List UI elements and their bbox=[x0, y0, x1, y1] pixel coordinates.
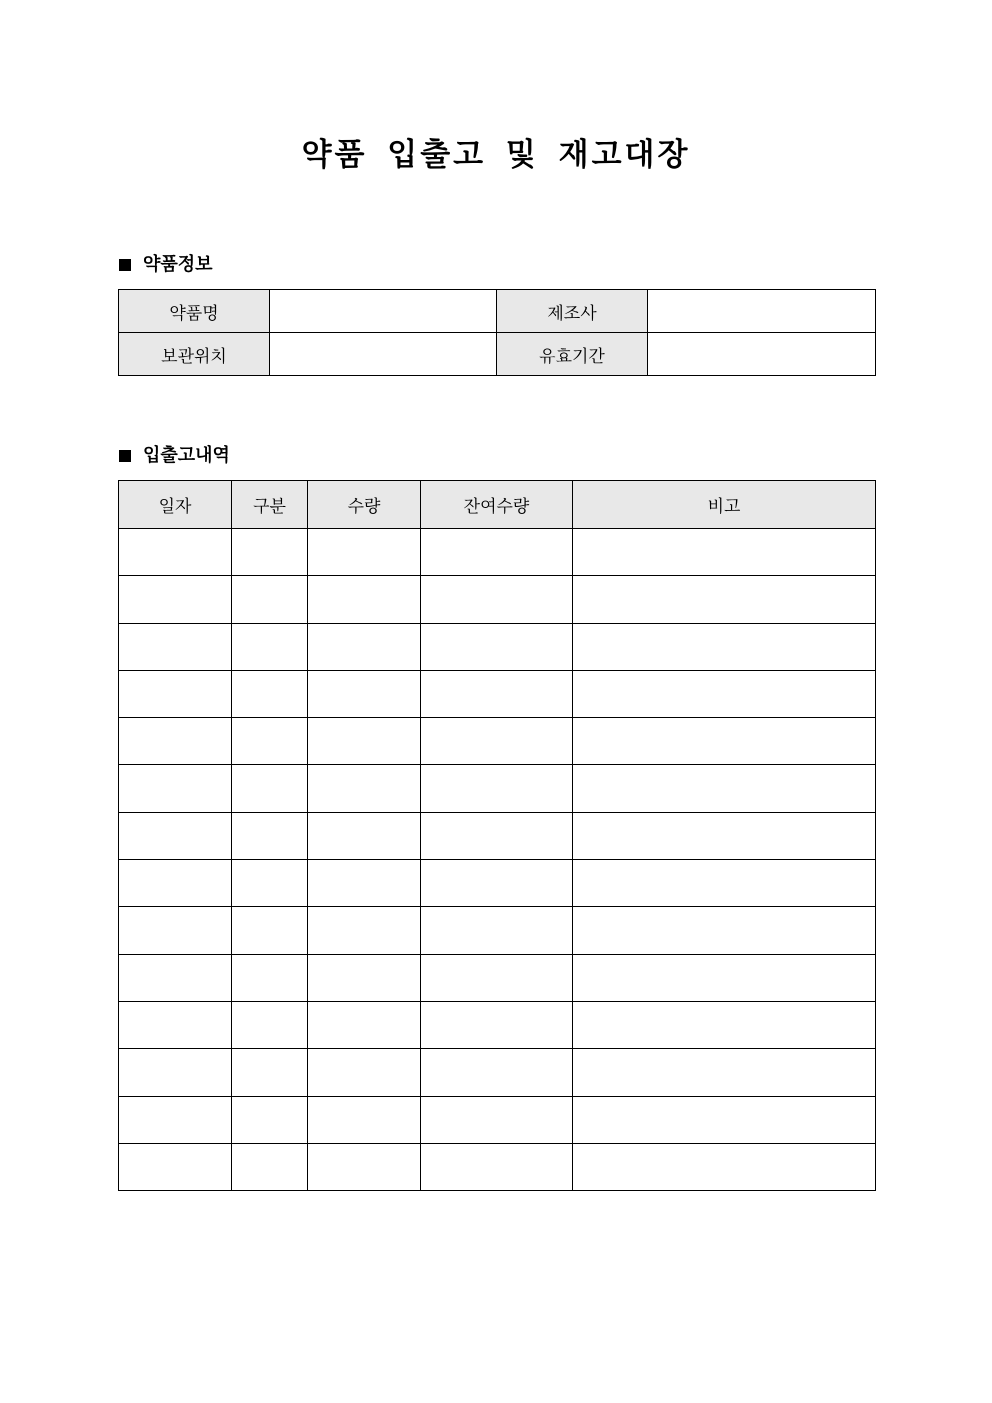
quantity-cell[interactable] bbox=[308, 907, 421, 954]
remarks-cell[interactable] bbox=[573, 529, 876, 576]
square-bullet-icon bbox=[119, 259, 131, 271]
type-cell[interactable] bbox=[232, 860, 308, 907]
remarks-cell[interactable] bbox=[573, 1096, 876, 1143]
manufacturer-field[interactable] bbox=[648, 290, 876, 333]
remaining-cell[interactable] bbox=[421, 670, 573, 717]
square-bullet-icon bbox=[119, 450, 131, 462]
type-cell[interactable] bbox=[232, 529, 308, 576]
remarks-cell[interactable] bbox=[573, 812, 876, 859]
remaining-cell[interactable] bbox=[421, 1049, 573, 1096]
remaining-cell[interactable] bbox=[421, 1096, 573, 1143]
drug-name-label: 약품명 bbox=[119, 290, 270, 333]
remarks-cell[interactable] bbox=[573, 623, 876, 670]
remarks-cell[interactable] bbox=[573, 670, 876, 717]
storage-location-field[interactable] bbox=[270, 333, 497, 376]
drug-info-table bbox=[118, 289, 876, 376]
column-header-remarks: 비고 bbox=[573, 481, 876, 529]
type-cell[interactable] bbox=[232, 1049, 308, 1096]
date-cell[interactable] bbox=[119, 1001, 232, 1048]
column-header-type: 구분 bbox=[232, 481, 308, 529]
remaining-cell[interactable] bbox=[421, 812, 573, 859]
remaining-cell[interactable] bbox=[421, 1143, 573, 1190]
quantity-cell[interactable] bbox=[308, 812, 421, 859]
table-row bbox=[119, 1049, 876, 1096]
date-cell[interactable] bbox=[119, 1143, 232, 1190]
type-cell[interactable] bbox=[232, 1096, 308, 1143]
history-table bbox=[118, 480, 876, 1191]
type-cell[interactable] bbox=[232, 1143, 308, 1190]
date-cell[interactable] bbox=[119, 576, 232, 623]
table-row bbox=[119, 954, 876, 1001]
remaining-cell[interactable] bbox=[421, 576, 573, 623]
date-cell[interactable] bbox=[119, 623, 232, 670]
table-row bbox=[119, 718, 876, 765]
date-cell[interactable] bbox=[119, 907, 232, 954]
remaining-cell[interactable] bbox=[421, 623, 573, 670]
quantity-cell[interactable] bbox=[308, 1049, 421, 1096]
remarks-cell[interactable] bbox=[573, 860, 876, 907]
table-row bbox=[119, 907, 876, 954]
table-row bbox=[119, 765, 876, 812]
remarks-cell[interactable] bbox=[573, 576, 876, 623]
remaining-cell[interactable] bbox=[421, 860, 573, 907]
remarks-cell[interactable] bbox=[573, 907, 876, 954]
date-cell[interactable] bbox=[119, 1049, 232, 1096]
quantity-cell[interactable] bbox=[308, 1096, 421, 1143]
section-heading-history bbox=[119, 444, 230, 468]
date-cell[interactable] bbox=[119, 529, 232, 576]
quantity-cell[interactable] bbox=[308, 529, 421, 576]
drug-name-field[interactable] bbox=[270, 290, 497, 333]
date-cell[interactable] bbox=[119, 860, 232, 907]
remaining-cell[interactable] bbox=[421, 765, 573, 812]
expiry-date-label: 유효기간 bbox=[497, 333, 648, 376]
remarks-cell[interactable] bbox=[573, 718, 876, 765]
column-header-date: 일자 bbox=[119, 481, 232, 529]
date-cell[interactable] bbox=[119, 765, 232, 812]
remaining-cell[interactable] bbox=[421, 907, 573, 954]
quantity-cell[interactable] bbox=[308, 718, 421, 765]
column-header-remaining: 잔여수량 bbox=[421, 481, 573, 529]
type-cell[interactable] bbox=[232, 765, 308, 812]
section-heading-label: 입출고내역 bbox=[143, 445, 230, 466]
table-row bbox=[119, 1096, 876, 1143]
quantity-cell[interactable] bbox=[308, 623, 421, 670]
date-cell[interactable] bbox=[119, 954, 232, 1001]
manufacturer-label: 제조사 bbox=[497, 290, 648, 333]
quantity-cell[interactable] bbox=[308, 576, 421, 623]
history-table-body bbox=[119, 529, 876, 1191]
remarks-cell[interactable] bbox=[573, 1049, 876, 1096]
remarks-cell[interactable] bbox=[573, 954, 876, 1001]
quantity-cell[interactable] bbox=[308, 670, 421, 717]
date-cell[interactable] bbox=[119, 812, 232, 859]
quantity-cell[interactable] bbox=[308, 1143, 421, 1190]
type-cell[interactable] bbox=[232, 718, 308, 765]
type-cell[interactable] bbox=[232, 907, 308, 954]
section-heading-drug-info bbox=[119, 253, 213, 277]
date-cell[interactable] bbox=[119, 718, 232, 765]
remaining-cell[interactable] bbox=[421, 718, 573, 765]
remaining-cell[interactable] bbox=[421, 529, 573, 576]
table-row bbox=[119, 670, 876, 717]
quantity-cell[interactable] bbox=[308, 765, 421, 812]
type-cell[interactable] bbox=[232, 1001, 308, 1048]
type-cell[interactable] bbox=[232, 954, 308, 1001]
table-row bbox=[119, 812, 876, 859]
table-row bbox=[119, 623, 876, 670]
table-row bbox=[119, 860, 876, 907]
quantity-cell[interactable] bbox=[308, 860, 421, 907]
type-cell[interactable] bbox=[232, 576, 308, 623]
column-header-quantity: 수량 bbox=[308, 481, 421, 529]
table-row bbox=[119, 576, 876, 623]
quantity-cell[interactable] bbox=[308, 1001, 421, 1048]
remaining-cell[interactable] bbox=[421, 1001, 573, 1048]
remaining-cell[interactable] bbox=[421, 954, 573, 1001]
history-header-row bbox=[119, 481, 876, 529]
section-heading-label: 약품정보 bbox=[143, 254, 213, 275]
info-row bbox=[119, 333, 876, 376]
table-row bbox=[119, 1001, 876, 1048]
table-row bbox=[119, 1143, 876, 1190]
storage-location-label: 보관위치 bbox=[119, 333, 270, 376]
quantity-cell[interactable] bbox=[308, 954, 421, 1001]
date-cell[interactable] bbox=[119, 670, 232, 717]
table-row bbox=[119, 529, 876, 576]
info-row bbox=[119, 290, 876, 333]
remarks-cell[interactable] bbox=[573, 765, 876, 812]
date-cell[interactable] bbox=[119, 1096, 232, 1143]
remarks-cell[interactable] bbox=[573, 1001, 876, 1048]
type-cell[interactable] bbox=[232, 812, 308, 859]
expiry-date-field[interactable] bbox=[648, 333, 876, 376]
remarks-cell[interactable] bbox=[573, 1143, 876, 1190]
type-cell[interactable] bbox=[232, 623, 308, 670]
type-cell[interactable] bbox=[232, 670, 308, 717]
document-title: 약품 입출고 및 재고대장 bbox=[301, 137, 691, 173]
